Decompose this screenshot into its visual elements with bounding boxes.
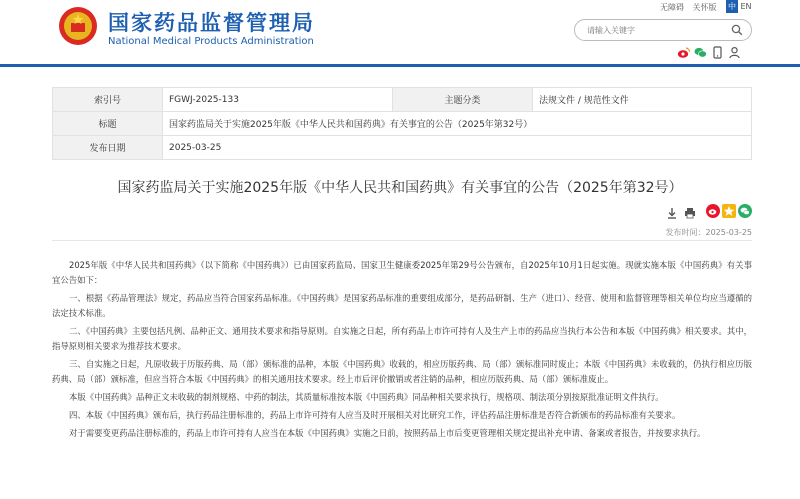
publish-time-value: 2025-03-25 [705, 228, 752, 237]
article-title: 国家药监局关于实施2025年版《中华人民共和国药典》有关事宜的公告（2025年第32号） [117, 180, 683, 196]
share-qzone-icon[interactable] [722, 203, 736, 217]
search-input[interactable] [587, 23, 727, 37]
table-row [53, 136, 752, 160]
table-row [53, 112, 752, 136]
article-body [52, 258, 752, 444]
share-wechat-icon[interactable] [738, 203, 752, 217]
lang-en-button[interactable]: EN [740, 2, 752, 11]
document-meta-table [52, 87, 752, 160]
table-row [53, 88, 752, 112]
user-icon[interactable] [728, 44, 741, 57]
publish-time [600, 227, 752, 238]
print-icon[interactable] [684, 204, 696, 216]
paragraph: 四、本版《中国药典》颁布后，执行药品注册标准的，药品上市许可持有人应当及时开展相关对比研究工作，评估药品注册标准是否符合新颁布的药品标准有关要求。 [69, 410, 681, 420]
search-icon[interactable] [731, 24, 743, 36]
header-divider [0, 64, 800, 67]
divider [52, 240, 752, 241]
category-label: 主题分类 [393, 88, 533, 112]
category-value: 法规文件 / 规范性文件 [533, 88, 752, 112]
site-header [0, 0, 800, 64]
search-box[interactable] [574, 19, 752, 41]
site-title[interactable]: 国家药品监督管理局 [108, 11, 315, 35]
site-title-english: National Medical Products Administration [108, 36, 314, 47]
paragraph: 三、自实施之日起，凡原收载于历版药典、局（部）颁标准的品种，本版《中国药典》收载的，相应历版药典、局（部）颁标准同时废止；本版《中国药典》未收载的，仍执行相应历版药典、局（部）颁标准，但应当符合本版《中国药典》的相关通用技术要求。经上市后评价撤销或者注销的品种，相应历版药典、局（部）颁标准废止。 [52, 359, 752, 384]
paragraph: 2025年版《中华人民共和国药典》（以下简称《中国药典》）已由国家药监局、国家卫生健康委2025年第29号公告颁布，自2025年10月1日起实施。现就实施本版《中国药典》有关事宜公告如下： [52, 260, 752, 285]
index-label: 索引号 [53, 88, 163, 112]
date-value: 2025-03-25 [163, 136, 752, 160]
share-weibo-icon[interactable] [706, 203, 720, 217]
share-buttons [706, 203, 752, 217]
paragraph: 一、根据《药品管理法》规定，药品应当符合国家药品标准。《中国药典》是国家药品标准的重要组成部分，是药品研制、生产（进口）、经营、使用和监督管理等相关单位均应当遵循的法定技术标准。 [52, 293, 752, 318]
publish-time-label: 发布时间： [665, 228, 706, 237]
mobile-icon[interactable] [711, 44, 724, 57]
article-tools [666, 204, 696, 216]
title-value: 国家药监局关于实施2025年版《中华人民共和国药典》有关事宜的公告（2025年第32号） [163, 112, 752, 136]
wechat-icon[interactable] [694, 44, 707, 57]
accessibility-link[interactable]: 无障碍 [660, 3, 684, 12]
top-links [660, 2, 723, 13]
weibo-icon[interactable] [677, 44, 690, 57]
download-icon[interactable] [666, 204, 678, 216]
paragraph: 本版《中国药典》品种正文未收载的制剂规格、中药的制法，其质量标准按本版《中国药典》同品种相关要求执行，规格项、制法项分别按原批准证明文件执行。 [69, 392, 664, 402]
paragraph: 二、《中国药典》主要包括凡例、品种正文、通用技术要求和指导原则。自实施之日起，所有药品上市许可持有人及生产上市的药品应当执行本公告和本版《中国药典》相关要求。其中，指导原则相关要求为推荐技术要求。 [52, 326, 752, 351]
national-emblem-icon [58, 6, 98, 46]
elder-care-link[interactable]: 关怀版 [692, 3, 717, 12]
social-links [677, 44, 741, 57]
lang-zh-button[interactable]: 中 [728, 2, 736, 11]
index-value: FGWJ-2025-133 [163, 88, 393, 112]
date-label: 发布日期 [53, 136, 163, 160]
paragraph: 对于需要变更药品注册标准的，药品上市许可持有人应当在本版《中国药典》实施之日前，按照药品上市后变更管理相关规定提出补充申请、备案或者报告，并按要求执行。 [69, 428, 706, 438]
title-label: 标题 [53, 112, 163, 136]
